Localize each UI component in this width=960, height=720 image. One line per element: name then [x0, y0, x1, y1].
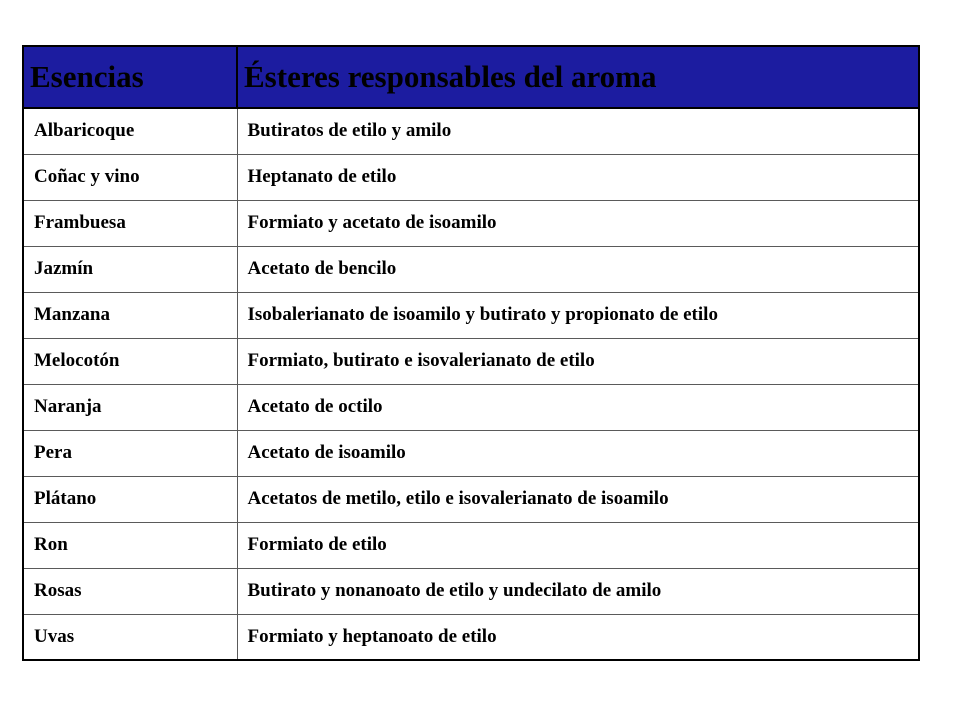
essence-cell: Albaricoque [23, 108, 237, 154]
essence-cell: Frambuesa [23, 200, 237, 246]
essence-cell: Jazmín [23, 246, 237, 292]
essence-cell: Rosas [23, 568, 237, 614]
table-body [23, 108, 919, 660]
ester-cell: Butiratos de etilo y amilo [237, 108, 919, 154]
table-row [23, 384, 919, 430]
essence-cell: Manzana [23, 292, 237, 338]
essence-cell: Pera [23, 430, 237, 476]
header-esteres: Ésteres responsables del aroma [237, 46, 919, 108]
table-header [23, 46, 919, 108]
table-row [23, 108, 919, 154]
essence-cell: Uvas [23, 614, 237, 660]
ester-cell: Formiato, butirato e isovalerianato de etilo [237, 338, 919, 384]
table-row [23, 200, 919, 246]
ester-cell: Isobalerianato de isoamilo y butirato y propionato de etilo [237, 292, 919, 338]
ester-cell: Acetatos de metilo, etilo e isovalerianato de isoamilo [237, 476, 919, 522]
essence-cell: Plátano [23, 476, 237, 522]
ester-cell: Formiato y acetato de isoamilo [237, 200, 919, 246]
header-row [23, 46, 919, 108]
table-row [23, 476, 919, 522]
ester-cell: Heptanato de etilo [237, 154, 919, 200]
essence-cell: Melocotón [23, 338, 237, 384]
ester-cell: Acetato de isoamilo [237, 430, 919, 476]
table-row [23, 246, 919, 292]
table-row [23, 154, 919, 200]
table-row [23, 614, 919, 660]
ester-cell: Formiato y heptanoato de etilo [237, 614, 919, 660]
essence-cell: Coñac y vino [23, 154, 237, 200]
table-row [23, 338, 919, 384]
ester-cell: Acetato de bencilo [237, 246, 919, 292]
table-row [23, 430, 919, 476]
ester-cell: Acetato de octilo [237, 384, 919, 430]
esters-table [22, 45, 920, 661]
table-row [23, 568, 919, 614]
table-row [23, 292, 919, 338]
header-esencias: Esencias [23, 46, 237, 108]
essence-cell: Naranja [23, 384, 237, 430]
essence-cell: Ron [23, 522, 237, 568]
esters-table-container [22, 45, 918, 661]
table-row [23, 522, 919, 568]
ester-cell: Butirato y nonanoato de etilo y undecilato de amilo [237, 568, 919, 614]
ester-cell: Formiato de etilo [237, 522, 919, 568]
